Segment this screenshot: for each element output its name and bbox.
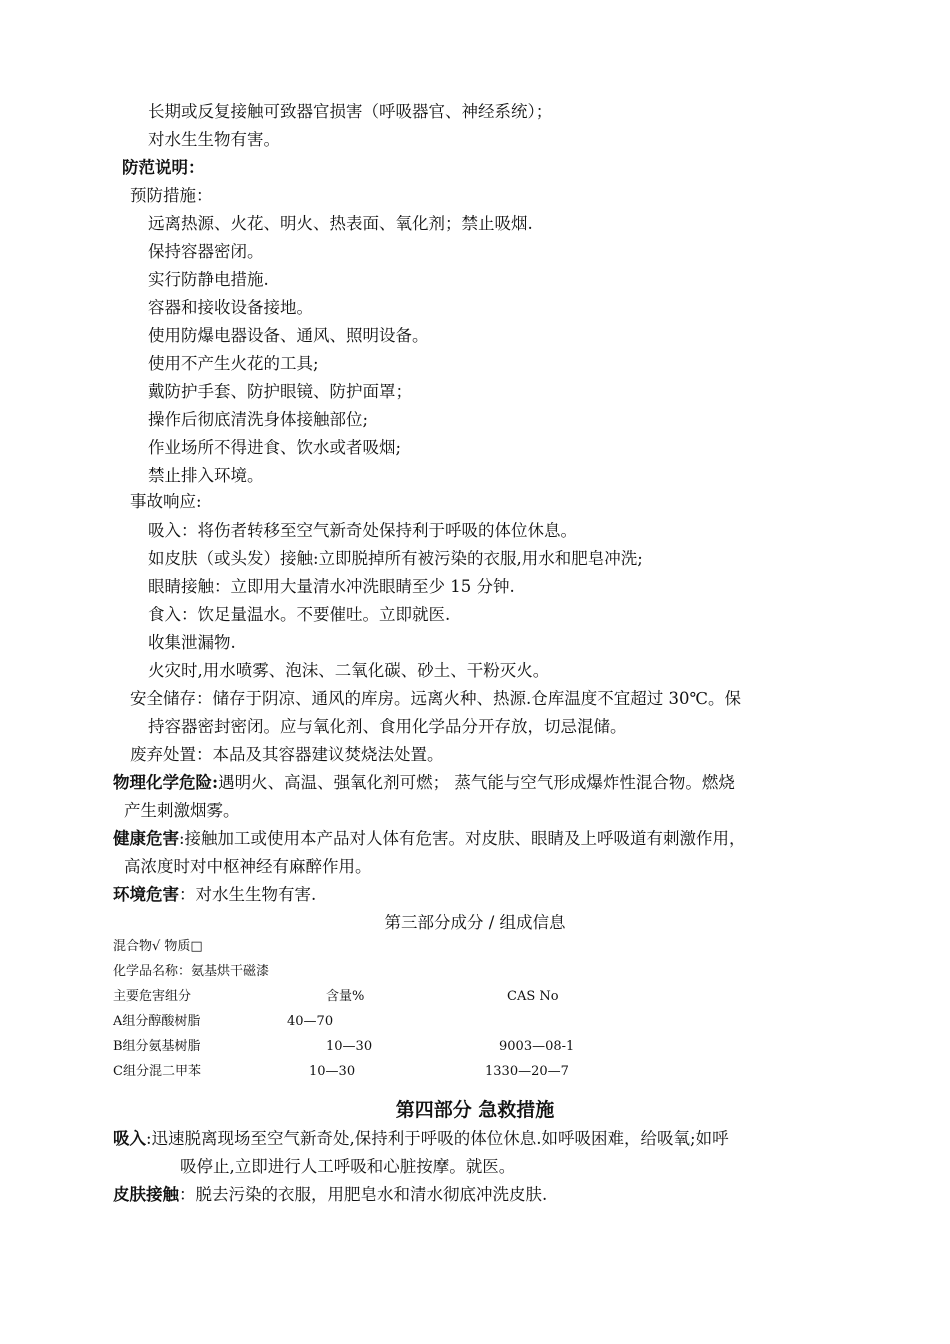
prevention-item: 操作后彻底清洗身体接触部位;	[148, 410, 369, 429]
skin-contact-text: ：脱去污染的衣服，用肥皂水和清水彻底冲洗皮肤.	[179, 1185, 548, 1204]
mixture-line: 混合物√ 物质□	[113, 939, 203, 954]
health-line	[113, 828, 746, 850]
health-text: :接触加工或使用本产品对人体有危害。对皮肤、眼睛及上呼吸道有刺激作用，	[179, 829, 746, 848]
table-header-cas: CAS No	[507, 989, 559, 1004]
table-cell-component: B组分氨基树脂	[113, 1039, 201, 1054]
skin-contact-line	[113, 1184, 547, 1206]
physchem-line: 产生刺激烟雾。	[124, 801, 240, 820]
section3-title: 第三部分成分 / 组成信息	[384, 913, 566, 932]
physchem-text: 遇明火、高温、强氧化剂可燃； 蒸气能与空气形成爆炸性混合物。燃烧	[218, 773, 735, 792]
table-cell-component: A组分醇酸树脂	[113, 1014, 201, 1029]
precaution-heading: 防范说明：	[122, 158, 205, 177]
prevention-item: 实行防静电措施.	[148, 270, 269, 289]
response-label: 事故响应:	[130, 492, 202, 511]
table-header-component: 主要危害组分	[113, 989, 192, 1004]
skin-contact-label: 皮肤接触	[113, 1185, 179, 1204]
prevention-item: 容器和接收设备接地。	[148, 298, 313, 317]
chem-name: 化学品名称：氨基烘干磁漆	[113, 964, 270, 979]
table-cell-cas: 9003—08-1	[499, 1039, 575, 1054]
table-cell-component: C组分混二甲苯	[113, 1064, 201, 1079]
response-item: 吸入：将伤者转移至空气新奇处保持利于呼吸的体位休息。	[148, 521, 577, 540]
table-cell-content: 40—70	[287, 1014, 334, 1029]
response-item: 如皮肤（或头发）接触:立即脱掉所有被污染的衣服,用水和肥皂冲洗;	[148, 549, 643, 568]
prevention-item: 使用不产生火花的工具;	[148, 354, 319, 373]
table-cell-content: 10—30	[309, 1064, 356, 1079]
storage-line: 持容器密封密闭。应与氧化剂、食用化学品分开存放，切忌混储。	[148, 717, 627, 736]
prevention-item: 禁止排入环境。	[148, 466, 264, 485]
table-header-content: 含量%	[326, 989, 365, 1004]
physchem-line	[113, 772, 735, 794]
inhalation-line	[113, 1128, 729, 1150]
prevention-item: 保持容器密闭。	[148, 242, 264, 261]
inhalation-label: 吸入	[113, 1129, 146, 1148]
environment-label: 环境危害	[113, 885, 179, 904]
response-item: 收集泄漏物.	[148, 633, 236, 652]
prevention-item: 戴防护手套、防护眼镜、防护面罩；	[148, 382, 412, 401]
hazard-statement: 对水生生物有害。	[148, 130, 280, 149]
disposal-line: 废弃处置：本品及其容器建议焚烧法处置。	[130, 745, 444, 764]
inhalation-text: :迅速脱离现场至空气新奇处,保持利于呼吸的体位休息.如呼吸困难，给吸氧;如呼	[146, 1129, 729, 1148]
environment-line	[113, 884, 316, 906]
prevention-item: 作业场所不得进食、饮水或者吸烟;	[148, 438, 402, 457]
response-item: 食入：饮足量温水。不要催吐。立即就医.	[148, 605, 451, 624]
response-item: 眼睛接触：立即用大量清水冲洗眼睛至少 15 分钟.	[148, 577, 515, 596]
storage-line: 安全储存：储存于阴凉、通风的库房。远离火种、热源.仓库温度不宜超过 30℃。保	[130, 689, 741, 708]
hazard-statement: 长期或反复接触可致器官损害（呼吸器官、神经系统）；	[148, 102, 553, 121]
prevention-item: 远离热源、火花、明火、热表面、氧化剂；禁止吸烟.	[148, 214, 533, 233]
environment-text: ：对水生生物有害.	[179, 885, 317, 904]
physchem-label: 物理化学危险:	[113, 773, 219, 792]
health-label: 健康危害	[113, 829, 179, 848]
prevention-label: 预防措施：	[130, 186, 213, 205]
section4-title: 第四部分 急救措施	[395, 1099, 555, 1121]
prevention-item: 使用防爆电器设备、通风、照明设备。	[148, 326, 429, 345]
table-cell-cas: 1330—20—7	[485, 1064, 569, 1079]
table-cell-content: 10—30	[326, 1039, 373, 1054]
inhalation-line: 吸停止,立即进行人工呼吸和心脏按摩。就医。	[180, 1157, 516, 1176]
response-item: 火灾时,用水喷雾、泡沫、二氧化碳、砂土、干粉灭火。	[148, 661, 550, 680]
health-line: 高浓度时对中枢神经有麻醉作用。	[124, 857, 372, 876]
